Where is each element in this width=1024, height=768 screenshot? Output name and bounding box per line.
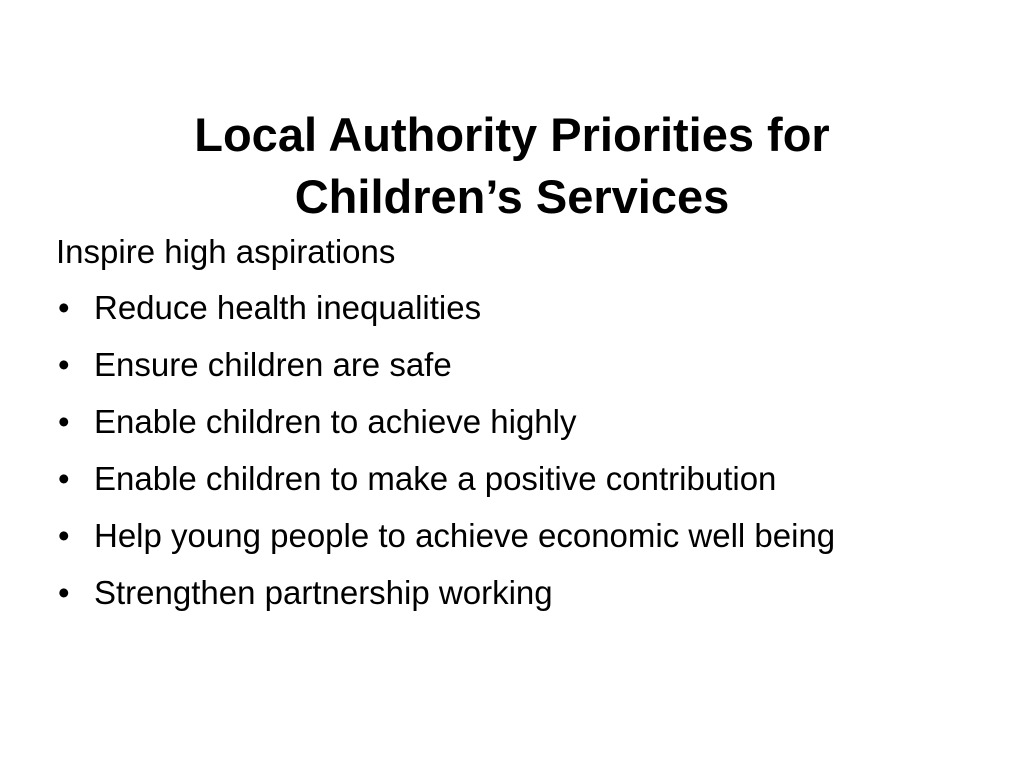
list-item <box>56 573 956 613</box>
list-item-text: Enable children to achieve highly <box>94 403 577 440</box>
list-item-text: Enable children to make a positive contribution <box>94 460 777 497</box>
list-item-text: Ensure children are safe <box>94 346 452 383</box>
list-item <box>56 402 956 442</box>
slide-title-line-2: Children’s Services <box>294 170 730 223</box>
list-item <box>56 516 956 556</box>
list-item-text: Help young people to achieve economic well being <box>94 517 836 554</box>
bullet-icon: • <box>58 289 70 326</box>
slide-title-line-1: Local Authority Priorities for <box>194 108 830 161</box>
list-item-text: Strengthen partnership working <box>94 574 553 611</box>
slide-title <box>60 104 964 228</box>
intro-text: Inspire high aspirations <box>56 233 396 270</box>
bullet-icon: • <box>58 346 70 383</box>
bullet-icon: • <box>58 460 70 497</box>
bullet-icon: • <box>58 403 70 440</box>
list-item-text: Reduce health inequalities <box>94 289 482 326</box>
bullet-icon: • <box>58 574 70 611</box>
list-item <box>56 288 956 328</box>
priority-list <box>56 288 956 613</box>
slide-body <box>56 232 956 630</box>
list-item <box>56 345 956 385</box>
list-item <box>56 459 956 499</box>
bullet-icon: • <box>58 517 70 554</box>
